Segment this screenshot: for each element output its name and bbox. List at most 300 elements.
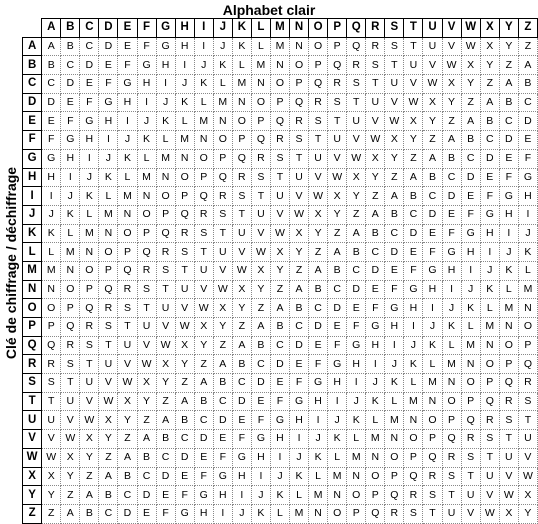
table-row	[23, 374, 538, 393]
cipher-cell: U	[137, 318, 156, 337]
cipher-cell: K	[328, 430, 347, 449]
cipher-cell: X	[213, 299, 232, 318]
cipher-cell: H	[194, 504, 213, 523]
cipher-cell: C	[213, 392, 232, 411]
cipher-cell: P	[442, 411, 461, 430]
cipher-cell: Y	[499, 37, 518, 56]
cipher-cell: E	[270, 374, 289, 393]
cipher-cell: H	[99, 112, 118, 131]
cipher-cell: D	[156, 467, 175, 486]
cipher-cell: Q	[61, 318, 80, 337]
cipher-cell: I	[80, 149, 99, 168]
cipher-cell: T	[137, 299, 156, 318]
cipher-cell: G	[175, 504, 194, 523]
cipher-cell: J	[290, 448, 309, 467]
column-header: O	[309, 19, 328, 38]
cipher-cell: C	[442, 168, 461, 187]
cipher-cell: F	[499, 168, 518, 187]
column-header: Q	[347, 19, 366, 38]
cipher-cell: O	[366, 467, 385, 486]
cipher-cell: Q	[42, 336, 61, 355]
cipher-cell: I	[366, 355, 385, 374]
cipher-cell: I	[118, 112, 137, 131]
cipher-cell: K	[442, 318, 461, 337]
table-row	[23, 224, 538, 243]
column-header: C	[80, 19, 99, 38]
cipher-cell: Y	[442, 93, 461, 112]
cipher-cell: Z	[251, 299, 270, 318]
cipher-cell: G	[156, 37, 175, 56]
cipher-cell: C	[61, 56, 80, 75]
row-header: B	[23, 56, 42, 75]
cipher-cell: A	[385, 187, 404, 206]
cipher-cell: H	[385, 318, 404, 337]
cipher-cell: O	[232, 112, 251, 131]
plain-alphabet-title: Alphabet clair	[222, 2, 316, 18]
cipher-cell: T	[175, 261, 194, 280]
cipher-cell: K	[137, 131, 156, 150]
cipher-cell: B	[213, 374, 232, 393]
cipher-cell: L	[80, 205, 99, 224]
cipher-cell: W	[366, 131, 385, 150]
cipher-cell: O	[137, 205, 156, 224]
cipher-cell: E	[366, 280, 385, 299]
cipher-cell: V	[442, 37, 461, 56]
cipher-cell: V	[175, 299, 194, 318]
column-header: E	[118, 19, 137, 38]
cipher-cell: Y	[309, 224, 328, 243]
cipher-cell: E	[480, 168, 499, 187]
cipher-cell: W	[232, 261, 251, 280]
cipher-cell: M	[270, 37, 289, 56]
cipher-cell: M	[328, 467, 347, 486]
cipher-cell: L	[404, 374, 423, 393]
cipher-cell: C	[137, 467, 156, 486]
cipher-cell: X	[442, 75, 461, 94]
cipher-cell: N	[232, 93, 251, 112]
cipher-cell: U	[480, 467, 499, 486]
cipher-cell: B	[461, 131, 480, 150]
cipher-cell: O	[194, 149, 213, 168]
cipher-cell: G	[290, 392, 309, 411]
cipher-cell: N	[156, 168, 175, 187]
cipher-cell: K	[232, 37, 251, 56]
cipher-cell: T	[118, 318, 137, 337]
cipher-cell: U	[309, 149, 328, 168]
row-header: M	[23, 261, 42, 280]
cipher-cell: J	[118, 131, 137, 150]
cipher-cell: H	[347, 355, 366, 374]
cipher-cell: Q	[461, 411, 480, 430]
cipher-cell: I	[213, 504, 232, 523]
cipher-cell: K	[118, 149, 137, 168]
cipher-cell: L	[423, 355, 442, 374]
table-row	[23, 430, 538, 449]
cipher-cell: M	[232, 75, 251, 94]
cipher-cell: M	[42, 261, 61, 280]
cipher-cell: L	[118, 168, 137, 187]
cipher-cell: N	[423, 392, 442, 411]
table-row	[23, 355, 538, 374]
cipher-cell: P	[156, 205, 175, 224]
cipher-cell: C	[156, 448, 175, 467]
cipher-cell: T	[347, 93, 366, 112]
row-header: N	[23, 280, 42, 299]
cipher-cell: P	[309, 56, 328, 75]
row-header: W	[23, 448, 42, 467]
cipher-cell: R	[442, 448, 461, 467]
cipher-cell: G	[99, 93, 118, 112]
cipher-cell: K	[251, 504, 270, 523]
cipher-cell: M	[99, 205, 118, 224]
cipher-cell: Y	[480, 56, 499, 75]
cipher-cell: N	[270, 56, 289, 75]
cipher-cell: G	[461, 224, 480, 243]
cipher-cell: L	[156, 131, 175, 150]
cipher-cell: Q	[442, 430, 461, 449]
cipher-cell: V	[499, 467, 518, 486]
cipher-cell: J	[61, 187, 80, 206]
cipher-cell: U	[232, 224, 251, 243]
cipher-cell: N	[480, 336, 499, 355]
cipher-cell: Z	[290, 261, 309, 280]
cipher-cell: H	[404, 299, 423, 318]
cipher-cell: C	[175, 430, 194, 449]
cipher-cell: W	[194, 299, 213, 318]
cipher-cell: P	[213, 149, 232, 168]
cipher-cell: Q	[385, 486, 404, 505]
cipher-cell: J	[385, 355, 404, 374]
cipher-cell: O	[175, 168, 194, 187]
table-row	[23, 336, 538, 355]
cipher-cell: O	[518, 318, 537, 337]
cipher-cell: B	[290, 299, 309, 318]
cipher-cell: T	[156, 280, 175, 299]
cipher-cell: N	[461, 355, 480, 374]
cipher-cell: C	[118, 486, 137, 505]
cipher-cell: A	[137, 430, 156, 449]
cipher-cell: R	[194, 205, 213, 224]
cipher-cell: X	[328, 187, 347, 206]
column-header: J	[213, 19, 232, 38]
cipher-cell: B	[175, 411, 194, 430]
cipher-cell: B	[270, 318, 289, 337]
cipher-cell: R	[309, 93, 328, 112]
cipher-cell: J	[194, 56, 213, 75]
cipher-cell: N	[404, 411, 423, 430]
table-row	[23, 37, 538, 56]
cipher-cell: K	[499, 261, 518, 280]
cipher-cell: C	[404, 205, 423, 224]
cipher-cell: F	[80, 93, 99, 112]
cipher-cell: X	[423, 93, 442, 112]
cipher-cell: B	[118, 467, 137, 486]
cipher-cell: E	[232, 411, 251, 430]
cipher-cell: N	[290, 37, 309, 56]
cipher-cell: C	[80, 37, 99, 56]
cipher-cell: P	[518, 336, 537, 355]
cipher-cell: E	[423, 224, 442, 243]
cipher-cell: L	[137, 149, 156, 168]
cipher-cell: E	[347, 299, 366, 318]
cipher-cell: R	[385, 504, 404, 523]
cipher-cell: Z	[518, 37, 537, 56]
row-header: A	[23, 37, 42, 56]
cipher-cell: G	[137, 56, 156, 75]
cipher-cell: S	[137, 280, 156, 299]
cipher-cell: E	[385, 261, 404, 280]
cipher-cell: H	[175, 37, 194, 56]
cipher-cell: I	[309, 411, 328, 430]
key-title-container	[0, 18, 22, 507]
cipher-cell: H	[328, 374, 347, 393]
row-header: S	[23, 374, 42, 393]
cipher-cell: L	[499, 280, 518, 299]
row-header: E	[23, 112, 42, 131]
cipher-cell: F	[404, 261, 423, 280]
cipher-cell: P	[118, 243, 137, 262]
cipher-cell: J	[213, 37, 232, 56]
cipher-cell: B	[347, 243, 366, 262]
cipher-cell: P	[137, 224, 156, 243]
cipher-cell: Z	[61, 486, 80, 505]
cipher-cell: Z	[499, 56, 518, 75]
cipher-cell: U	[461, 486, 480, 505]
cipher-cell: J	[366, 374, 385, 393]
column-header: V	[442, 19, 461, 38]
cipher-cell: X	[366, 149, 385, 168]
table-row	[23, 261, 538, 280]
cipher-cell: M	[61, 243, 80, 262]
cipher-cell: D	[175, 448, 194, 467]
cipher-cell: W	[347, 149, 366, 168]
cipher-cell: D	[404, 224, 423, 243]
row-header: X	[23, 467, 42, 486]
cipher-cell: S	[480, 430, 499, 449]
cipher-cell: Z	[99, 448, 118, 467]
cipher-cell: E	[404, 243, 423, 262]
table-row	[23, 448, 538, 467]
cipher-cell: N	[309, 504, 328, 523]
cipher-cell: D	[328, 299, 347, 318]
table-row	[23, 205, 538, 224]
cipher-cell: R	[480, 411, 499, 430]
cipher-cell: X	[404, 112, 423, 131]
cipher-cell: S	[251, 168, 270, 187]
cipher-cell: U	[175, 280, 194, 299]
cipher-cell: Q	[404, 467, 423, 486]
cipher-cell: M	[251, 56, 270, 75]
cipher-cell: J	[156, 93, 175, 112]
cipher-cell: P	[99, 261, 118, 280]
cipher-cell: F	[385, 280, 404, 299]
cipher-cell: X	[156, 355, 175, 374]
column-header: A	[42, 19, 61, 38]
cipher-cell: X	[461, 56, 480, 75]
cipher-cell: S	[99, 318, 118, 337]
cipher-cell: D	[213, 411, 232, 430]
cipher-cell: Y	[347, 187, 366, 206]
cipher-cell: P	[499, 355, 518, 374]
cipher-cell: I	[156, 75, 175, 94]
cipher-cell: P	[290, 75, 309, 94]
cipher-cell: N	[347, 467, 366, 486]
cipher-cell: F	[118, 56, 137, 75]
cipher-cell: V	[328, 149, 347, 168]
cipher-cell: F	[61, 112, 80, 131]
cipher-cell: E	[42, 112, 61, 131]
cipher-cell: B	[232, 355, 251, 374]
cipher-cell: C	[232, 374, 251, 393]
cipher-cell: C	[347, 261, 366, 280]
cipher-cell: D	[347, 280, 366, 299]
cipher-cell: Y	[366, 168, 385, 187]
cipher-cell: B	[404, 187, 423, 206]
cipher-cell: Y	[137, 392, 156, 411]
cipher-cell: Q	[232, 149, 251, 168]
cipher-cell: C	[309, 299, 328, 318]
cipher-cell: Z	[328, 224, 347, 243]
cipher-cell: R	[290, 112, 309, 131]
cipher-cell: Q	[347, 37, 366, 56]
row-header: Z	[23, 504, 42, 523]
cipher-cell: Z	[137, 411, 156, 430]
cipher-cell: I	[442, 280, 461, 299]
cipher-cell: X	[347, 168, 366, 187]
table-row	[23, 486, 538, 505]
cipher-cell: M	[118, 187, 137, 206]
cipher-cell: F	[328, 336, 347, 355]
cipher-cell: V	[461, 504, 480, 523]
cipher-cell: V	[480, 486, 499, 505]
cipher-cell: W	[42, 448, 61, 467]
table-row	[23, 280, 538, 299]
cipher-cell: V	[232, 243, 251, 262]
cipher-cell: M	[366, 430, 385, 449]
cipher-cell: K	[480, 280, 499, 299]
cipher-cell: G	[80, 112, 99, 131]
cipher-cell: Q	[309, 75, 328, 94]
cipher-cell: E	[251, 392, 270, 411]
cipher-cell: Y	[518, 504, 537, 523]
cipher-cell: M	[347, 448, 366, 467]
cipher-cell: J	[480, 261, 499, 280]
cipher-cell: G	[366, 318, 385, 337]
cipher-cell: I	[137, 93, 156, 112]
cipher-cell: B	[499, 93, 518, 112]
cipher-cell: S	[270, 149, 289, 168]
cipher-cell: A	[270, 299, 289, 318]
cipher-cell: O	[442, 392, 461, 411]
cipher-cell: Q	[366, 504, 385, 523]
cipher-cell: B	[194, 392, 213, 411]
cipher-cell: F	[42, 131, 61, 150]
cipher-cell: C	[328, 280, 347, 299]
cipher-cell: L	[194, 93, 213, 112]
cipher-cell: T	[80, 355, 99, 374]
cipher-cell: W	[99, 392, 118, 411]
cipher-cell: L	[61, 224, 80, 243]
cipher-cell: G	[213, 467, 232, 486]
cipher-cell: L	[270, 504, 289, 523]
cipher-cell: J	[80, 168, 99, 187]
cipher-cell: E	[99, 56, 118, 75]
cipher-cell: W	[290, 205, 309, 224]
column-header: K	[232, 19, 251, 38]
column-header: M	[270, 19, 289, 38]
cipher-cell: R	[137, 261, 156, 280]
table-row	[23, 467, 538, 486]
cipher-cell: A	[99, 467, 118, 486]
cipher-cell: I	[290, 430, 309, 449]
cipher-cell: A	[194, 374, 213, 393]
cipher-cell: D	[518, 112, 537, 131]
cipher-cell: S	[366, 56, 385, 75]
cipher-cell: Q	[251, 131, 270, 150]
cipher-cell: X	[518, 486, 537, 505]
cipher-cell: X	[385, 131, 404, 150]
cipher-cell: T	[251, 187, 270, 206]
cipher-cell: A	[347, 224, 366, 243]
cipher-cell: B	[442, 149, 461, 168]
cipher-cell: Z	[442, 112, 461, 131]
cipher-cell: P	[385, 467, 404, 486]
cipher-cell: X	[194, 318, 213, 337]
cipher-cell: K	[461, 299, 480, 318]
table-row	[23, 149, 538, 168]
cipher-cell: O	[423, 411, 442, 430]
cipher-cell: V	[194, 280, 213, 299]
column-header: H	[175, 19, 194, 38]
cipher-cell: G	[518, 168, 537, 187]
cipher-cell: K	[366, 392, 385, 411]
cipher-cell: G	[232, 448, 251, 467]
cipher-cell: D	[61, 75, 80, 94]
cipher-cell: W	[480, 504, 499, 523]
cipher-cell: I	[232, 486, 251, 505]
cipher-cell: Z	[118, 430, 137, 449]
cipher-cell: K	[194, 75, 213, 94]
column-header: N	[290, 19, 309, 38]
cipher-cell: U	[61, 392, 80, 411]
cipher-cell: Z	[270, 280, 289, 299]
cipher-cell: Z	[461, 93, 480, 112]
cipher-cell: C	[499, 112, 518, 131]
cipher-cell: W	[270, 224, 289, 243]
column-header: S	[385, 19, 404, 38]
cipher-cell: C	[461, 149, 480, 168]
cipher-cell: V	[385, 93, 404, 112]
cipher-cell: O	[480, 355, 499, 374]
cipher-cell: C	[251, 355, 270, 374]
cipher-cell: Q	[118, 261, 137, 280]
cipher-cell: N	[442, 374, 461, 393]
row-header: C	[23, 75, 42, 94]
cipher-cell: V	[518, 448, 537, 467]
cipher-cell: H	[232, 467, 251, 486]
table-row	[23, 56, 538, 75]
cipher-cell: Z	[175, 374, 194, 393]
table-row	[23, 93, 538, 112]
cipher-cell: P	[423, 430, 442, 449]
cipher-cell: M	[499, 299, 518, 318]
column-header: B	[61, 19, 80, 38]
cipher-cell: R	[213, 187, 232, 206]
cipher-cell: B	[99, 486, 118, 505]
cipher-cell: C	[42, 75, 61, 94]
cipher-cell: I	[480, 243, 499, 262]
cipher-cell: T	[290, 149, 309, 168]
